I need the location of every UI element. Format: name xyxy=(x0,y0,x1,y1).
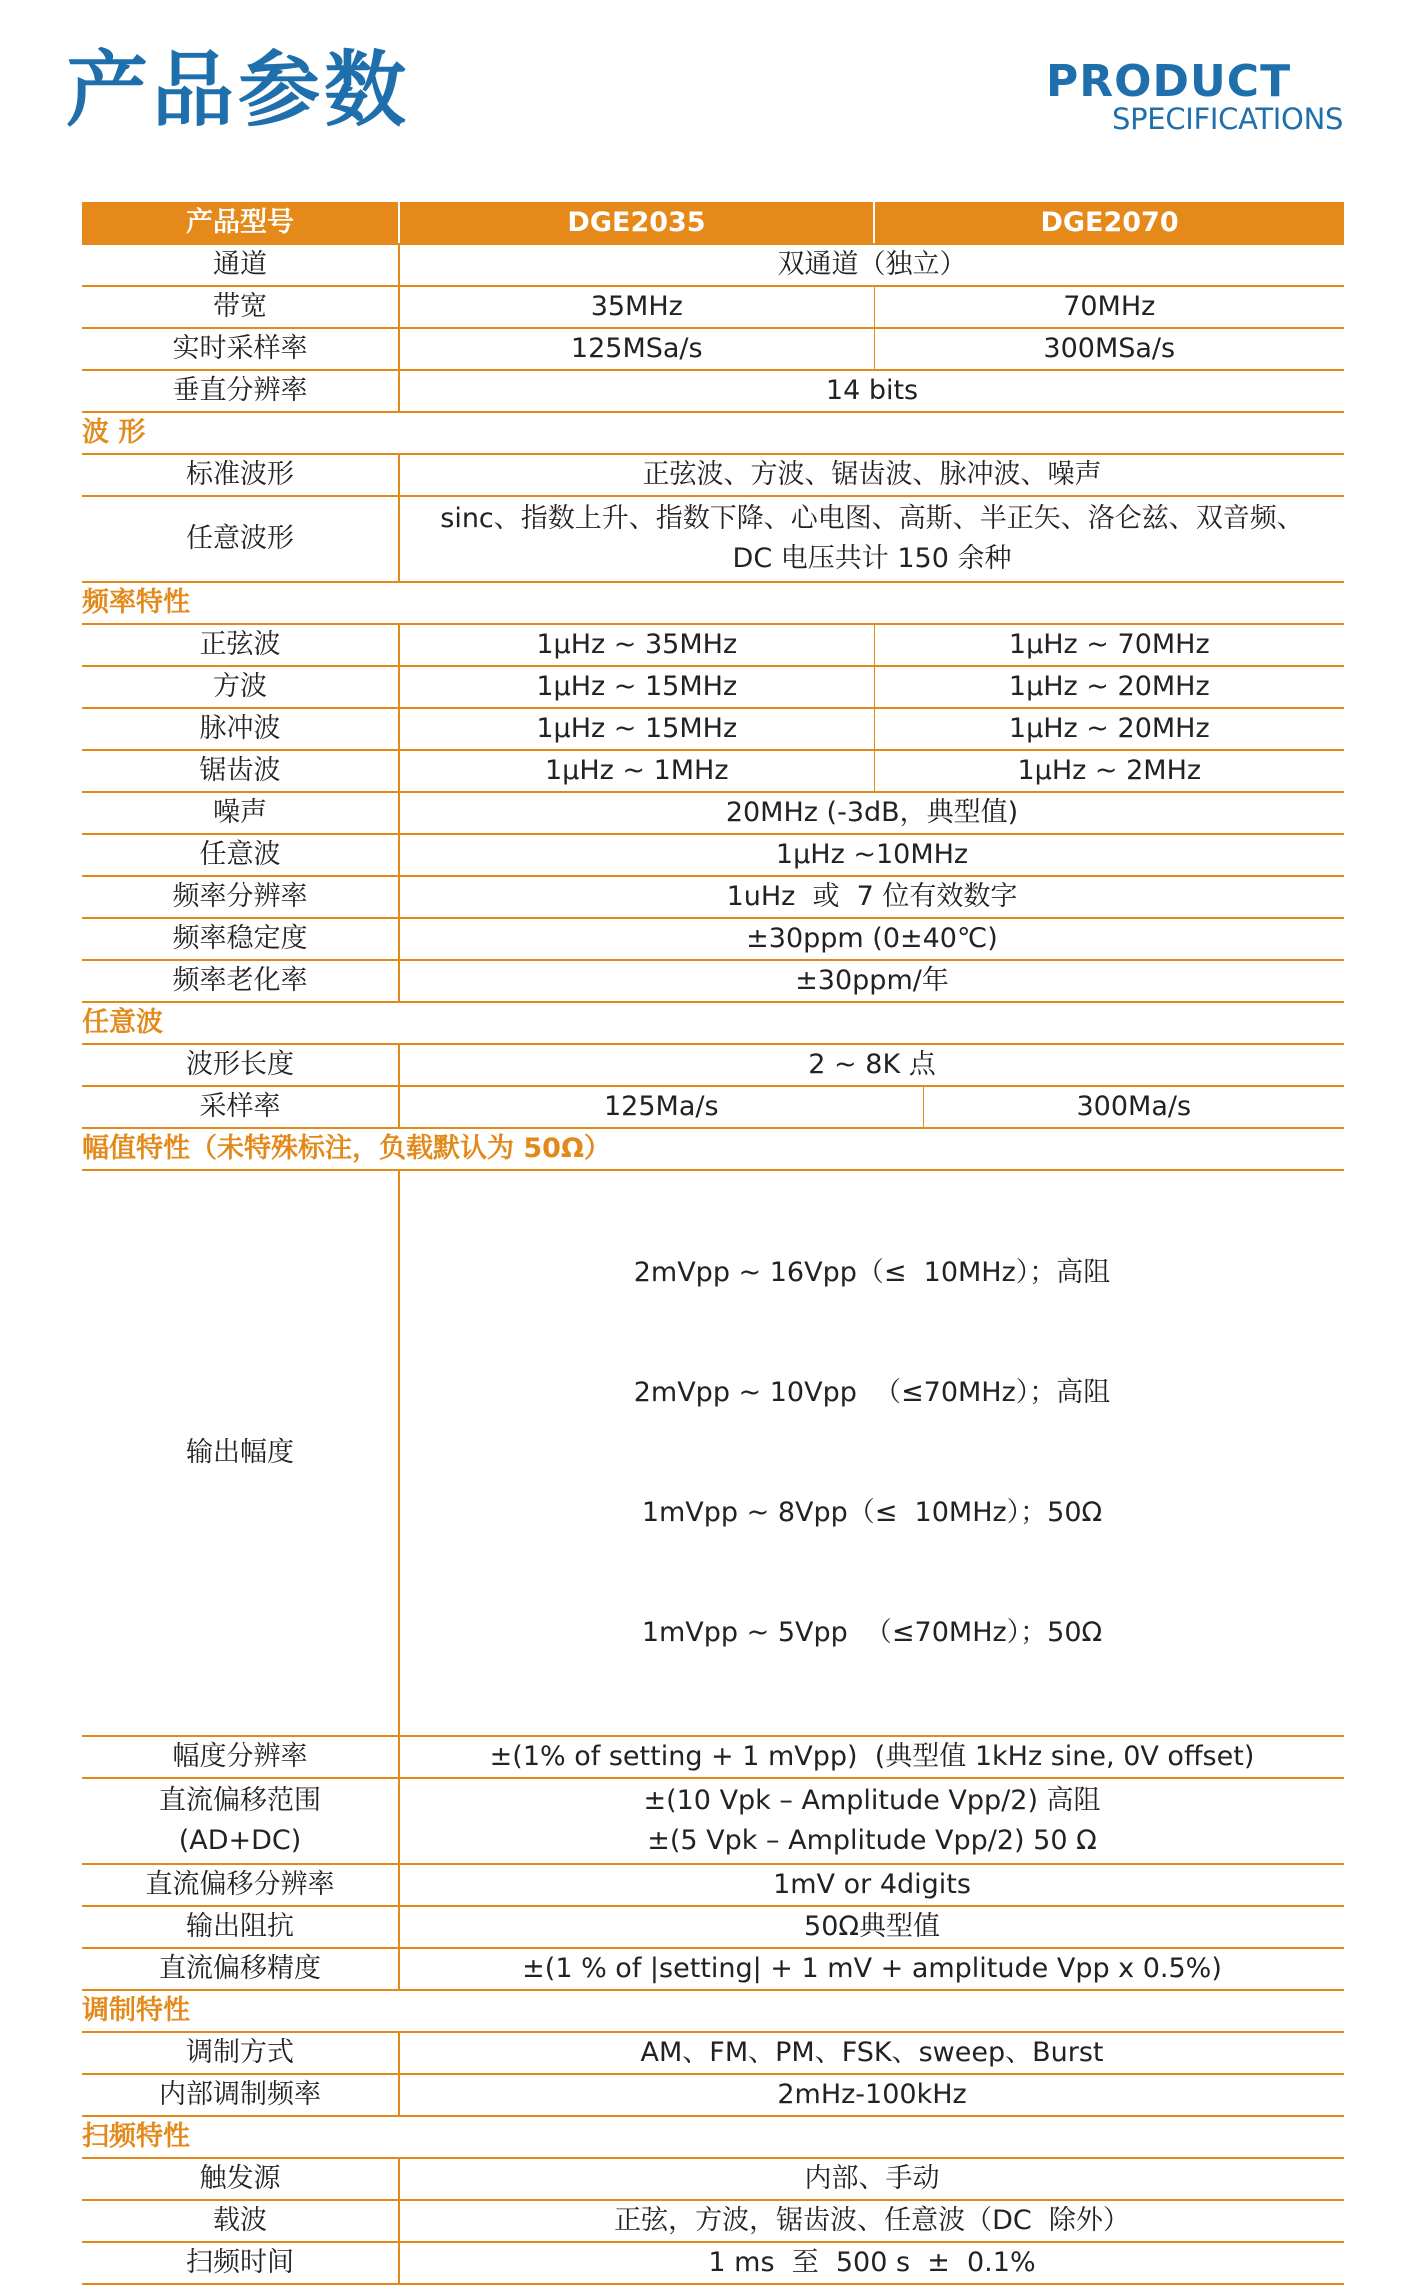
row-label: 标准波形 xyxy=(82,454,399,496)
row-value-dge2035: 125MSa/s xyxy=(399,328,874,370)
section-heading-waveform xyxy=(82,412,1344,454)
value-line: ±(10 Vpk – Amplitude Vpp/2) 高阻 xyxy=(643,1785,1101,1816)
row-label: 输出幅度 xyxy=(82,1170,399,1736)
row-label: 扫频时间 xyxy=(82,2242,399,2284)
row-value-dge2070: 1μHz ~ 20MHz xyxy=(874,666,1344,708)
value-line: DC 电压共计 150 余种 xyxy=(732,543,1012,574)
row-value: 50Ω典型值 xyxy=(399,1906,1344,1948)
value-line: 1mVpp ~ 8Vpp（≤ 10MHz）；50Ω xyxy=(641,1497,1103,1528)
label-line: (AD+DC) xyxy=(178,1825,302,1856)
table-row xyxy=(82,750,1344,792)
row-label: 采样率 xyxy=(82,1086,399,1128)
row-value: ±(1 % of |setting| + 1 mV + amplitude Vpp x 0.5%) xyxy=(399,1948,1344,1990)
row-value: 20MHz (-3dB，典型值) xyxy=(399,792,1344,834)
table-row xyxy=(82,496,1344,582)
row-label xyxy=(82,1778,399,1864)
row-label: 实时采样率 xyxy=(82,328,399,370)
row-value-dge2035: 125Ma/s xyxy=(399,1086,923,1128)
row-label: 通道 xyxy=(82,244,399,286)
row-value-dge2070: 70MHz xyxy=(874,286,1344,328)
table-row xyxy=(82,1086,1344,1128)
table-row xyxy=(82,960,1344,1002)
table-row xyxy=(82,1778,1344,1864)
value-line: 1mVpp ~ 5Vpp （≤70MHz）；50Ω xyxy=(641,1617,1103,1648)
row-label: 直流偏移精度 xyxy=(82,1948,399,1990)
row-label: 脉冲波 xyxy=(82,708,399,750)
value-line: 2mVpp ~ 16Vpp（≤ 10MHz）；高阻 xyxy=(633,1257,1111,1288)
subtitle-line-specifications: SPECIFICATIONS xyxy=(1112,102,1344,136)
row-label: 输出阻抗 xyxy=(82,1906,399,1948)
table-row xyxy=(82,328,1344,370)
table-row xyxy=(82,918,1344,960)
table-row xyxy=(82,2032,1344,2074)
row-value: 1μHz ~10MHz xyxy=(399,834,1344,876)
row-value xyxy=(399,496,1344,582)
row-value: ±30ppm (0±40℃) xyxy=(399,918,1344,960)
section-heading-modulation xyxy=(82,1990,1344,2032)
row-label: 任意波 xyxy=(82,834,399,876)
row-value-dge2070: 1μHz ~ 20MHz xyxy=(874,708,1344,750)
table-row xyxy=(82,454,1344,496)
header-model-dge2035: DGE2035 xyxy=(399,202,874,244)
section-title: 调制特性 xyxy=(82,1990,1344,2032)
row-value-dge2070: 300MSa/s xyxy=(874,328,1344,370)
table-row xyxy=(82,1906,1344,1948)
table-row xyxy=(82,834,1344,876)
row-label: 波形长度 xyxy=(82,1044,399,1086)
table-row xyxy=(82,666,1344,708)
row-value-dge2035: 1μHz ~ 1MHz xyxy=(399,750,874,792)
row-value xyxy=(399,1778,1344,1864)
table-row xyxy=(82,2200,1344,2242)
row-value-dge2070: 300Ma/s xyxy=(923,1086,1344,1128)
row-label: 垂直分辨率 xyxy=(82,370,399,412)
value-line: 2mVpp ~ 10Vpp （≤70MHz）；高阻 xyxy=(633,1377,1111,1408)
row-label: 锯齿波 xyxy=(82,750,399,792)
row-label: 频率分辨率 xyxy=(82,876,399,918)
spec-table xyxy=(82,202,1344,2285)
page-subtitle-en xyxy=(1046,56,1344,136)
row-value: 双通道（独立） xyxy=(399,244,1344,286)
section-title: 幅值特性（未特殊标注，负载默认为 50Ω） xyxy=(82,1128,1344,1170)
table-row xyxy=(82,286,1344,328)
section-title: 扫频特性 xyxy=(82,2116,1344,2158)
table-row xyxy=(82,370,1344,412)
row-label: 噪声 xyxy=(82,792,399,834)
row-value-dge2070: 1μHz ~ 70MHz xyxy=(874,624,1344,666)
table-header-row xyxy=(82,202,1344,244)
table-row xyxy=(82,2242,1344,2284)
row-label: 幅度分辨率 xyxy=(82,1736,399,1778)
value-line: ±(5 Vpk – Amplitude Vpp/2) 50 Ω xyxy=(647,1825,1097,1856)
row-value: 2mHz-100kHz xyxy=(399,2074,1344,2116)
row-value: ±30ppm/年 xyxy=(399,960,1344,1002)
table-row xyxy=(82,2074,1344,2116)
section-title: 波 形 xyxy=(82,412,1344,454)
row-label: 方波 xyxy=(82,666,399,708)
row-value-dge2035: 35MHz xyxy=(399,286,874,328)
table-row xyxy=(82,1864,1344,1906)
row-label: 直流偏移分辨率 xyxy=(82,1864,399,1906)
row-label: 载波 xyxy=(82,2200,399,2242)
table-row xyxy=(82,2158,1344,2200)
table-row xyxy=(82,1044,1344,1086)
row-value: 内部、手动 xyxy=(399,2158,1344,2200)
section-heading-sweep xyxy=(82,2116,1344,2158)
row-value: ±(1% of setting + 1 mVpp) (典型值 1kHz sine, 0V offset) xyxy=(399,1736,1344,1778)
section-heading-frequency xyxy=(82,582,1344,624)
row-value xyxy=(399,1170,1344,1736)
row-value: 1uHz 或 7 位有效数字 xyxy=(399,876,1344,918)
header-model-label: 产品型号 xyxy=(82,202,399,244)
section-title: 频率特性 xyxy=(82,582,1344,624)
row-label: 调制方式 xyxy=(82,2032,399,2074)
row-label: 正弦波 xyxy=(82,624,399,666)
table-row xyxy=(82,876,1344,918)
row-value: 正弦，方波，锯齿波、任意波（DC 除外） xyxy=(399,2200,1344,2242)
row-value-dge2070: 1μHz ~ 2MHz xyxy=(874,750,1344,792)
page-title: 产品参数 xyxy=(66,43,411,138)
section-heading-amplitude xyxy=(82,1128,1344,1170)
table-row xyxy=(82,708,1344,750)
table-row xyxy=(82,624,1344,666)
table-row xyxy=(82,792,1344,834)
row-label: 触发源 xyxy=(82,2158,399,2200)
subtitle-line-product: PRODUCT xyxy=(1046,56,1292,107)
row-label: 任意波形 xyxy=(82,496,399,582)
section-title: 任意波 xyxy=(82,1002,1344,1044)
table-row xyxy=(82,1736,1344,1778)
row-value: AM、FM、PM、FSK、sweep、Burst xyxy=(399,2032,1344,2074)
row-label: 带宽 xyxy=(82,286,399,328)
value-line: sinc、指数上升、指数下降、心电图、高斯、半正矢、洛仑兹、双音频、 xyxy=(440,503,1304,534)
row-label: 频率稳定度 xyxy=(82,918,399,960)
row-value: 1mV or 4digits xyxy=(399,1864,1344,1906)
row-value-dge2035: 1μHz ~ 15MHz xyxy=(399,708,874,750)
header-model-dge2070: DGE2070 xyxy=(874,202,1344,244)
row-label: 频率老化率 xyxy=(82,960,399,1002)
row-label: 内部调制频率 xyxy=(82,2074,399,2116)
row-value: 正弦波、方波、锯齿波、脉冲波、噪声 xyxy=(399,454,1344,496)
table-row xyxy=(82,244,1344,286)
row-value-dge2035: 1μHz ~ 15MHz xyxy=(399,666,874,708)
table-row xyxy=(82,1948,1344,1990)
label-line: 直流偏移范围 xyxy=(159,1785,321,1816)
row-value: 2 ~ 8K 点 xyxy=(399,1044,1344,1086)
row-value: 14 bits xyxy=(399,370,1344,412)
table-row xyxy=(82,1170,1344,1736)
row-value: 1 ms 至 500 s ± 0.1% xyxy=(399,2242,1344,2284)
row-value-dge2035: 1μHz ~ 35MHz xyxy=(399,624,874,666)
section-heading-arbitrary xyxy=(82,1002,1344,1044)
